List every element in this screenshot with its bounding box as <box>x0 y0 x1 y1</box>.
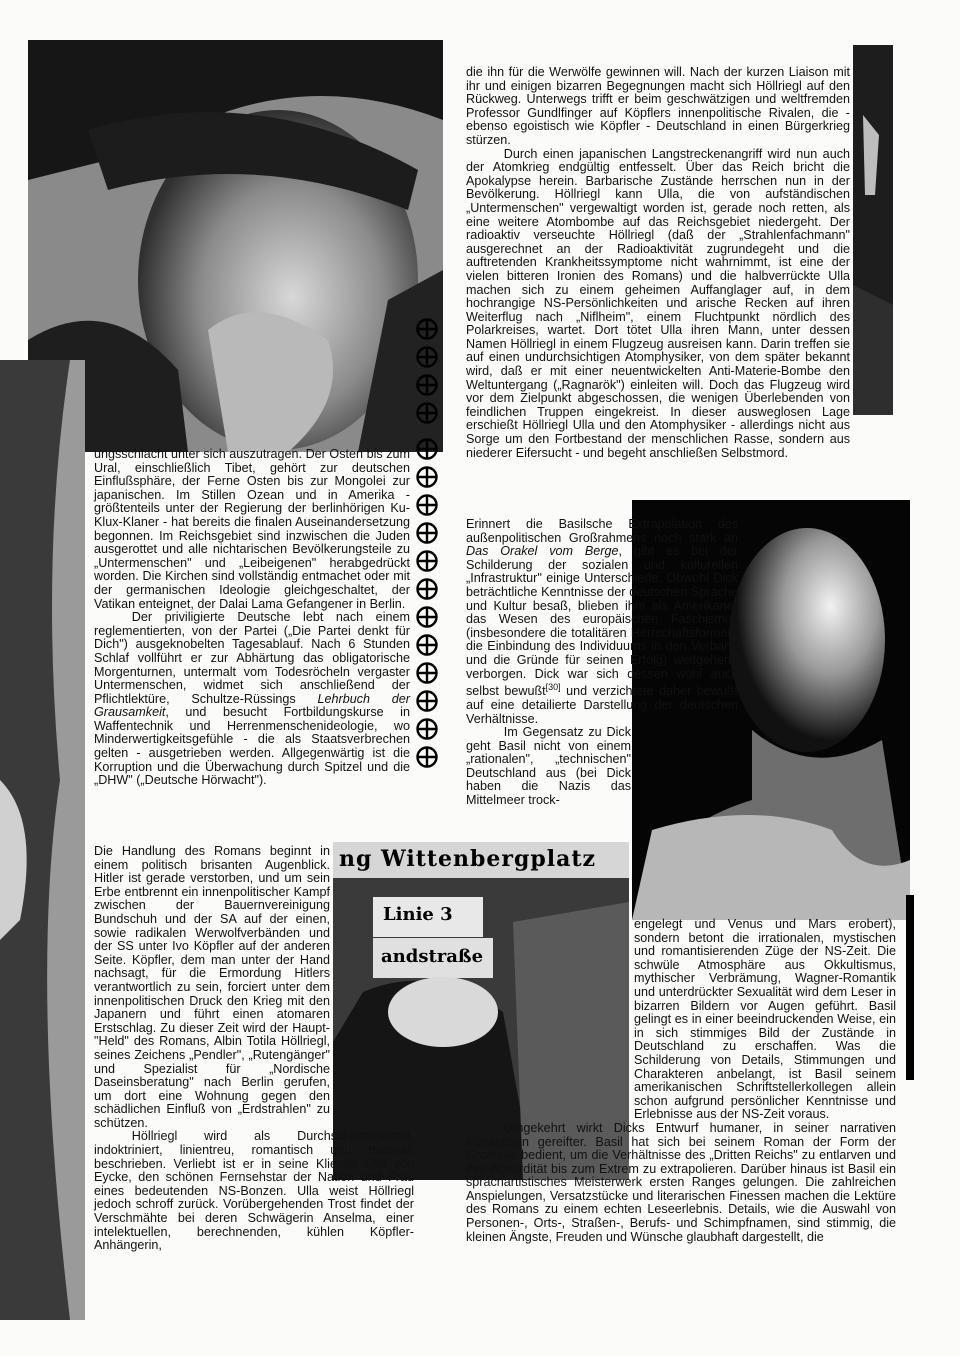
paragraph: engelegt und Venus und Mars erobert), sondern betont die irrationalen, mystischen und romantisierenden Züge der NS-Zeit. Die schwüle Atmosphäre aus Okkultismus, mythischer Verbrämung, Wagner-Romantik und unterdrückter Sexualität wird dem Leser in bizarren Bildern vor Augen geführt. Basil gelingt es in einer beeindruckenden Weise, ein in sich stimmiges Bild der Zustände in Deutschland zu erschaffen. Was die Schilderung von Details, Stimmungen und Charakteren anbelangt, ist Basil seinem amerikanischen Schriftstellerkollegen allein schon aufgrund persönlicher Kenntnisse und Erlebnisse aus der NS-Zeit voraus. <box>634 917 896 1122</box>
circled-cross-icon <box>416 522 438 544</box>
station-sign-line: Linie 3 <box>383 904 453 925</box>
circled-cross-icon <box>416 690 438 712</box>
paragraph: Höllriegl wird als Durchschnittsgestalt, indoktriniert, linientreu, romantisch und triebhaft beschrieben. Verliebt ist er in seine Klientin Ulla von Eycke, den schönen Fernsehstar der Nation und Frau eines bedeutenden NS-Bonzen. Ulla weist Höllriegl jedoch schroff zurück. Vorübergehenden Trost findet der Verschmähte bei deren Schwägerin Anselma, einer intelektuellen, berechnenden, kühlen Köpfler-Anhängerin, <box>94 1129 414 1253</box>
vertical-bar <box>906 895 914 1080</box>
cross-icon-column <box>416 318 446 774</box>
text-run: und verzichtete daher bewußt auf eine detailierte Darstellung der deutschen Verhältnisse. <box>466 684 738 726</box>
text-column-right-top <box>466 66 850 460</box>
circled-cross-icon <box>416 634 438 656</box>
photo-man-in-hat <box>28 40 443 452</box>
book-title: Lehrbuch der Grausamkeit <box>94 691 410 720</box>
text-column-left-mid <box>94 448 410 788</box>
circled-cross-icon <box>416 606 438 628</box>
footnote-ref: [30] <box>545 682 561 693</box>
station-sign-top: ng Wittenbergplatz <box>339 846 597 872</box>
circled-cross-icon <box>416 374 438 396</box>
text-run: , und besucht Fortbildungskurse in Waffentechnik und Herrenmenschenideologie, wo Minderwertigkeitsgefühle - die als Staatsverbrechen gelten - ausgetrieben werden. Allgegenwärtig ist die Korruption und die Überwachung durch Spitzel und die „DHW" („Deutsche Hörwacht"). <box>94 705 410 788</box>
circled-cross-icon <box>416 466 438 488</box>
circled-cross-icon <box>416 438 438 460</box>
paragraph <box>94 611 410 788</box>
circled-cross-icon <box>416 578 438 600</box>
paragraph: Umgekehrt wirkt Dicks Entwurf humaner, in seiner narrativen Konzeption gereifter. Basil hat sich bei seinem Roman der Form der Groteske bedient, um die Verhältnisse des „Dritten Reichs" zu entlarven und ihre Absurdität bis zum Extrem zu extrapolieren. Darüber hinaus ist Basil ein sprachartistisches Meisterwerk ersten Ranges gelungen. Die zahlreichen Anspielungen, Versatzstücke und literarischen Finessen machen die Lektüre des Romans zu einem echten Leseerlebnis. Details, wie die Auswahl von Personen-, Orts-, Straßen-, Berufs- und Schimpfnamen, sind stimmig, die kleinen Ängste, Freuden und Wünsche glaubhaft dargestellt, die <box>466 1120 896 1244</box>
circled-cross-icon <box>416 346 438 368</box>
circled-cross-icon <box>416 550 438 572</box>
text-run: Erinnert die Basilsche Extrapolation des außenpolitischen Großrahmens noch stark an <box>466 517 738 545</box>
text-run: , gibt es bei der Schilderung der sozialen und kulturellen „Infrastruktur" einige Unterschiede. Obwohl Dick beträchtliche Kenntnisse der deutschen Sprache und Kultur besaß, blieben ihm als Amerikaner das Wesen des europäischen Faschismus (insbesondere die totalitären Herrschaftsformen, die Einbindung des Individuums in den Verband und die Gründe für seinen Erfolg) weitgehend verborgen. Dick war sich dessen wohl auch selbst bewußt <box>466 544 739 699</box>
circled-cross-icon <box>416 318 438 340</box>
text-column-right-low <box>466 918 896 1244</box>
paragraph: Im Gegensatz zu Dick geht Basil nicht von einem „rationalen", „technischen" Deutschland aus (bei Dick haben die Nazis das Mittelmeer trock- <box>466 725 631 808</box>
text-run: Der priviligierte Deutsche lebt nach einem reglementierten, von der Partei („Die Partei denkt für Dich") ausgeknobelten Tagesablauf. Nach 6 Stunden Schlaf vollführt er zur Abhärtung das obligatorische Morgenturnen, untermalt vom Todesröcheln vergaster Untermenschen, widmet sich anschließend der Pflichtlektüre, Schultze-Rüssings <box>94 610 410 706</box>
paragraph: ungsschlacht unter sich auszutragen. Der Osten bis zum Ural, einschließlich Tibet, gehört zur deutschen Einflußsphäre, der Ferne Osten bis zur Mongolei zur japanischen. Im Stillen Ozean und in Amerika - größtenteils unter der Regierung der berlinhörigen Ku-Klux-Klaner - hat bereits die finalen Auseinandersetzung begonnen. Im Reichsgebiet sind inzwischen die Juden ausgerottet und alle nichtarischen Bevölkerungsteile zu „Untermenschen" und „Leibeigenen" herabgedrückt worden. Die Kirchen sind vollständig entmachet oder mit der germanischen Ideologie gleichgeschaltet, der Vatikan enteignet, der Dalai Lama Gefangener in Berlin. <box>94 447 410 611</box>
text-column-left-low <box>94 844 414 1253</box>
circled-cross-icon <box>416 718 438 740</box>
photo-left-edge-strip <box>0 360 85 1320</box>
circled-cross-icon <box>416 402 438 424</box>
paragraph <box>466 518 738 726</box>
book-title: Das Orakel vom Berge <box>466 544 619 559</box>
station-sign-street: andstraße <box>381 946 484 967</box>
photo-saluting-figure <box>853 45 893 415</box>
paragraph: Durch einen japanischen Langstreckenangriff wird nun auch der Atomkrieg endgültig entfesselt. Über das Reich bricht die Apokalypse herein. Barbarische Zustände herrschen nun in der Bevölkerung. Höllriegl kann Ulla, die von aufständischen „Untermenschen" vergewaltigt worden ist, gerade noch retten, als eine weitere Atombombe auf das Reichsgebiet niedergeht. Der radioaktiv verseuchte Höllriegl (daß der „Strahlenfachmann" ausgerechnet an der Radioaktivität zugrundegeht und die auftretenden Krankheitssymptome nicht wahrnimmt, ist eine der vielen bitteren Ironien des Romans) und die halbverrückte Ulla machen sich zu einem geheimen Auffanglager auf, in dem hochrangige NS-Persönlichkeiten und arische Recken auf ihren Weiterflug nach „Niflheim", einem Fluchtpunkt nördlich des Polarkreises, wartet. Dort tötet Ulla ihren Mann, unter dessen Namen Höllriegl in einem Flugzeug ausreisen kann. Darin treffen sie auf einen undurchsichtigen Atomphysiker, von dem später bekannt wird, daß er mit einer neuentwickelten Anti-Materie-Bombe den Weltuntergang („Ragnarök") einleiten will. Doch das Flugzeug wird vor dem Zielpunkt abgeschossen, die wenigen Überlebenden von feindlichen Truppen eingekreist. In dieser ausweglosen Lage erschießt Höllriegl Ulla und den Atomphysiker - allerdings nicht aus Sorge um den Fortbestand der menschlichen Rasse, sondern aus niederer Eifersucht - und begeht anschließen Selbstmord. <box>466 146 850 460</box>
circled-cross-icon <box>416 662 438 684</box>
circled-cross-icon <box>416 494 438 516</box>
paragraph: die ihn für die Werwölfe gewinnen will. Nach der kurzen Liaison mit ihr und einigen bizarren Begegnungen macht sich Höllriegl auf den Rückweg. Unterwegs trifft er beim geschwätzigen und weltfremden Professor Gundlfinger auf Köpflers innenpolitische Rivalen, die - ebenso egoistisch wie Köpfler - Deutschland in einen Bürgerkrieg stürzen. <box>466 65 850 147</box>
text-column-right-mid <box>466 518 738 808</box>
circled-cross-icon <box>416 746 438 768</box>
paragraph: Die Handlung des Romans beginnt in einem politisch brisanten Augenblick. Hitler ist gerade verstorben, und um sein Erbe entbrennt ein innenpolitischer Kampf zwischen der Bauernvereinigung Bundschuh und der SA auf der einen, sowie radikalen Werwolfverbänden und der SS unter Ivo Köpfler auf der anderen Seite. Köpfler, dem man unter der Hand nachsagt, für die Ermordung Hitlers verantwortlich zu sein, forciert unter dem innenpolitischen Druck den Krieg mit den Japanern und führt einen atomaren Erstschlag. Zu dieser Zeit wird der Haupt-"Held" des Romans, Albin Totila Höllriegl, seines Zeichens „Pendler", „Rutengänger" und Spezialist für „Nordische Daseinsberatung" nach Berlin gerufen, um dort eine Wohnung gegen den schädlichen Einfluß von „Erdstrahlen" zu schützen. <box>94 844 330 1130</box>
